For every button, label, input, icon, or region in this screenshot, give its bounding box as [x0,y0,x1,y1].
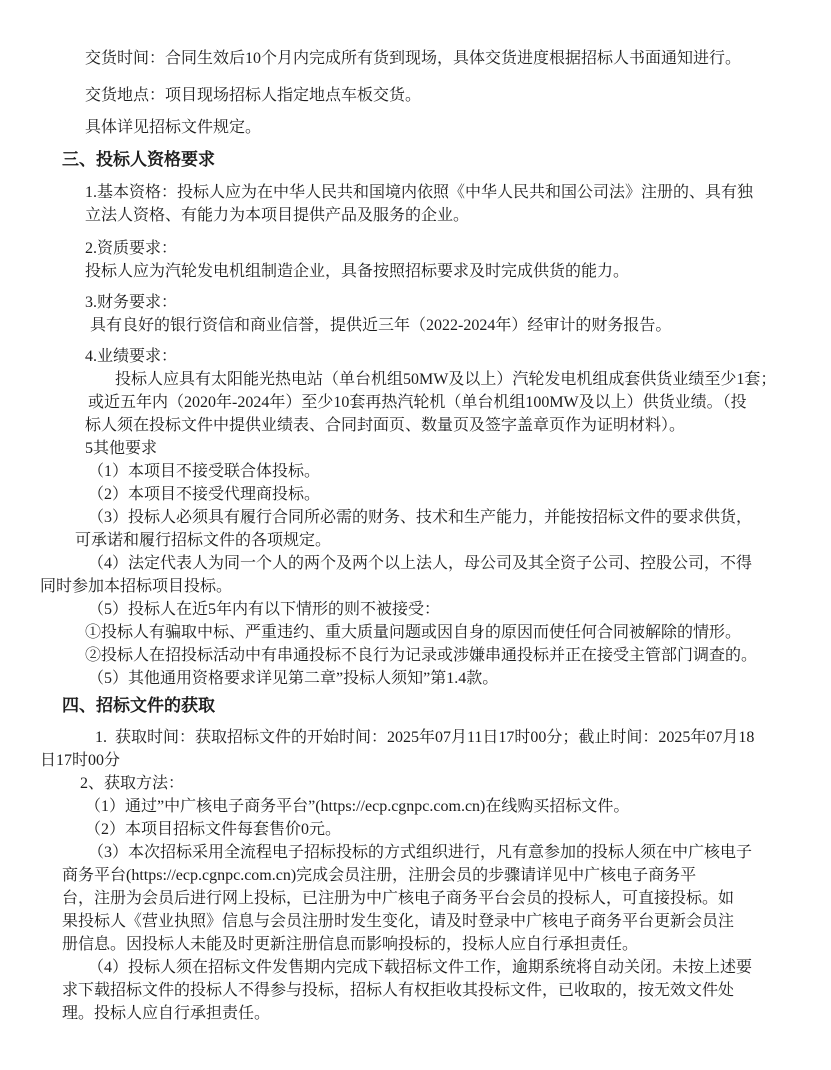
section-heading-qualifications: 三、投标人资格要求 [62,150,215,169]
doc-line: （1）本项目不接受联合体投标。 [88,463,321,480]
doc-line: 果投标人《营业执照》信息与会员注册时发生变化，请及时登录中广核电子商务平台更新会员注 [62,913,735,930]
doc-line: 3.财务要求： [85,294,178,311]
doc-line: 1. 获取时间：获取招标文件的开始时间：2025年07月11日17时00分；截止时间：2025年07月18 [95,729,755,746]
doc-line: 2.资质要求： [85,240,178,257]
doc-line: 理。投标人应自行承担责任。 [62,1005,271,1022]
doc-line: 投标人应为汽轮发电机组制造企业，具备按照招标要求及时完成供货的能力。 [85,263,630,280]
doc-line: 可承诺和履行招标文件的各项规定。 [75,532,332,549]
doc-line: 日17时00分 [40,752,121,769]
doc-line: （5）投标人在近5年内有以下情形的则不被接受： [88,601,441,618]
doc-line: 商务平台(https://ecp.cgnpc.com.cn)完成会员注册，注册会员的步骤请详见中广核电子商务平 [62,867,697,884]
doc-line: 台，注册为会员后进行网上投标，已注册为中广核电子商务平台会员的投标人，可直接投标。如 [62,890,735,907]
doc-line: 1.基本资格：投标人应为在中华人民共和国境内依照《中华人民共和国公司法》注册的、具有独 [85,184,754,201]
doc-line: 立法人资格、有能力为本项目提供产品及服务的企业。 [85,207,470,224]
doc-line-delivery-place: 交货地点：项目现场招标人指定地点车板交货。 [85,87,422,104]
doc-line: （4）法定代表人为同一个人的两个及两个以上法人，母公司及其全资子公司、控股公司，不得 [88,555,753,572]
doc-line: （3）本次招标采用全流程电子招标投标的方式组织进行，凡有意参加的投标人须在中广核电子 [88,844,753,861]
doc-line: （5）其他通用资格要求详见第二章”投标人须知”第1.4款。 [88,670,499,687]
doc-line-see-tender-doc: 具体详见招标文件规定。 [85,119,262,136]
doc-line: 5其他要求 [85,440,158,457]
doc-line: （2）本项目不接受代理商投标。 [88,486,321,503]
doc-line: ②投标人在招投标活动中有串通投标不良行为记录或涉嫌串通投标并正在接受主管部门调查的。 [85,647,758,664]
doc-line: （2）本项目招标文件每套售价0元。 [85,821,342,838]
doc-line: （3）投标人必须具有履行合同所必需的财务、技术和生产能力，并能按招标文件的要求供货， [88,509,753,526]
doc-line: 2、获取方法： [80,775,185,792]
doc-line: 标人须在投标文件中提供业绩表、合同封面页、数量页及签字盖章页作为证明材料）。 [85,417,686,434]
doc-line: 4.业绩要求： [85,348,178,365]
doc-line: 投标人应具有太阳能光热电站（单台机组50MW及以上）汽轮发电机组成套供货业绩至少1套； [115,371,777,388]
doc-line: 或近五年内（2020年-2024年）至少10套再热汽轮机（单台机组100MW及以上）供货业绩。（投 [88,394,747,411]
doc-line: （1）通过”中广核电子商务平台”(https://ecp.cgnpc.com.cn)在线购买招标文件。 [85,798,630,815]
doc-line: （4）投标人须在招标文件发售期内完成下载招标文件工作，逾期系统将自动关闭。未按上述要 [88,959,753,976]
doc-line: 求下载招标文件的投标人不得参与投标，招标人有权拒收其投标文件，已收取的，按无效文件处 [62,982,735,999]
doc-line: 同时参加本招标项目投标。 [40,578,233,595]
section-heading-obtain: 四、招标文件的获取 [62,696,215,715]
doc-line: 册信息。因投标人未能及时更新注册信息而影响投标的，投标人应自行承担责任。 [62,936,639,953]
doc-line-delivery-time: 交货时间：合同生效后10个月内完成所有货到现场，具体交货进度根据招标人书面通知进行。 [85,50,742,67]
doc-line: 具有良好的银行资信和商业信誉，提供近三年（2022-2024年）经审计的财务报告。 [90,317,672,334]
doc-line: ①投标人有骗取中标、严重违约、重大质量问题或因自身的原因而使任何合同被解除的情形。 [85,624,742,641]
